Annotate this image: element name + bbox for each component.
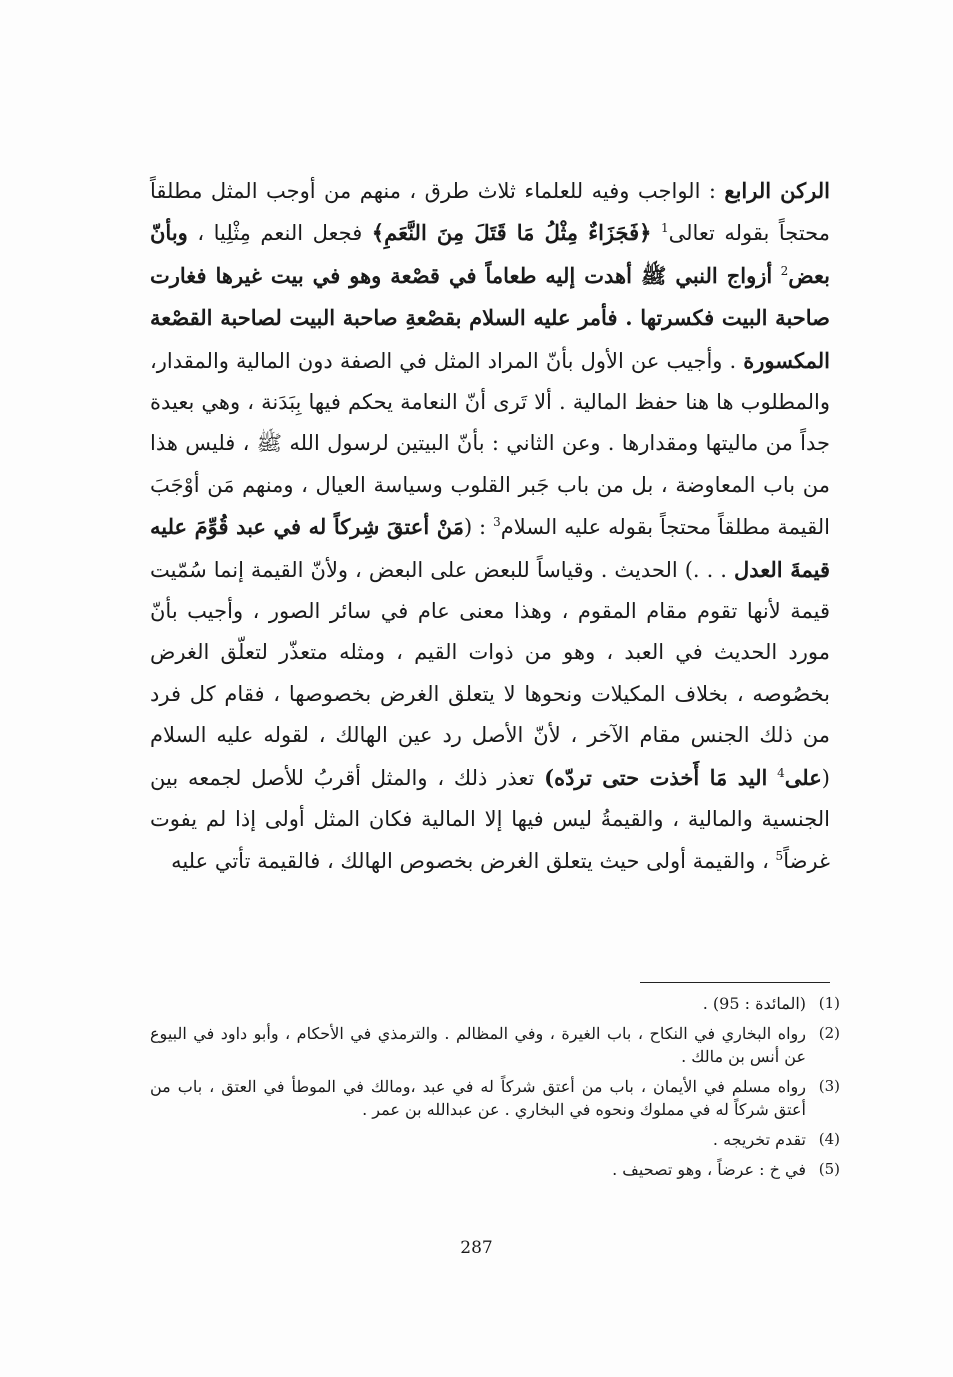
- text-segment: . وأجيب عن الأول بأنّ المراد المثل في الصفة دون المالية والمقدار، والمطلوب ها هنا حفظ المالية . ألا تَرى أنّ النعامة يحكم فيها بِبَدَنة ، وهي بعيدة جداً من ماليتها ومقدارها . وعن الثاني : بأنّ البيتين لرسول الله ﷺ ، فليس هذا من باب المعاوضة ، بل من باب جَبر القلوب وسياسة العيال ، ومنهم مَن أوْجَبَ القيمة مطلقاً محتجاً بقوله عليه السلام: [150, 348, 830, 540]
- footnote-text: تقدم تخريجه .: [712, 1130, 806, 1149]
- page-number: 287: [460, 1238, 493, 1258]
- quran-quote: ﴿فَجَزَاءٌ مِثْلُ مَا قَتَلَ مِنَ النَّعَمِ﴾: [371, 220, 652, 246]
- footnote-ref-3: 3: [493, 515, 501, 530]
- footnote-item: [150, 1022, 840, 1068]
- text-segment: ، والقيمة أولى حيث يتعلق الغرض بخصوص الهالك ، فالقيمة تأتي عليه: [171, 848, 769, 873]
- footnote-text: (المائدة : 95) .: [702, 994, 806, 1013]
- text-segment: تعذر ذلك ، والمثل أقربُ للأصل لجمعه بين الجنسية والمالية ، والقيمةُ ليس فيها إلا المالية فكان المثل أولى إذا لم يفوت غرضاً: [150, 765, 830, 873]
- text-segment: فجعل النعم مِثْلِيا ،: [197, 221, 363, 246]
- footnote-number: (3): [818, 1077, 840, 1095]
- hadith-quote-start: على: [784, 764, 822, 790]
- footnote-text: رواه البخاري في النكاح ، باب الغيرة ، وفي المظالم . والترمذي في الأحكام ، وأبو داود في البيوع عن أنس بن مالك .: [150, 1024, 806, 1066]
- footnote-item: [150, 992, 840, 1015]
- footnote-ref-1: 1: [660, 221, 669, 236]
- footnote-item: [150, 1075, 840, 1121]
- footnote-ref-5: 5: [775, 848, 784, 863]
- bold-segment: وبأنّ بعض: [150, 220, 830, 288]
- footnote-item: [150, 1128, 840, 1151]
- hadith-narration: أزواج النبي ﷺ أهدت إليه طعاماً في قصْعة وهو في بيت غيرها فغارت صاحبة البيت فكسرتها . فأمر عليه السلام بقصْعةِ صاحبة البيت لصاحبة القصْعة المكسورة: [150, 262, 830, 373]
- text-segment: . . .) الحديث . وقياساً للبعض على البعض ، ولأنّ القيمة إنما سُمّيت قيمة لأنها تقوم مقام المقوم ، وهذا معنى عام في سائر الصور ، وأجيب بأنّ مورد الحديث في العبد ، وهو من ذوات القيم ، ومثله متعذّر لتعلّق الغرض بخصُوصه ، بخلاف المكيلات ونحوها لا يتعلق الغرض بخصوصها ، فقام كل فرد من ذلك الجنس مقام الآخر ، لأنّ الأصل رد عين الهالك ، لقوله عليه السلام (: [150, 557, 830, 790]
- hadith-quote-rest: اليد مَا أَخذت حتى تردّه): [544, 764, 768, 790]
- main-paragraph: [150, 170, 830, 882]
- footnote-number: (2): [818, 1024, 840, 1042]
- footnote-item: [150, 1158, 840, 1181]
- footnote-number: (5): [818, 1160, 840, 1178]
- footnote-text: في خ : عرضاً ، وهو تصحيف .: [612, 1160, 806, 1179]
- footnote-ref-4: 4: [777, 765, 785, 780]
- footnote-ref-2: 2: [780, 263, 789, 278]
- footnote-divider: [640, 982, 830, 983]
- section-heading-inline: الركن الرابع: [724, 178, 830, 203]
- text-segment: : الواجب وفيه للعلماء ثلاث طرق ، منهم من أوجب المثل مطلقاً محتجاً بقوله تعالى: [150, 179, 830, 246]
- footnote-text: رواه مسلم في الأيمان ، باب من أعتق شركاً له في عبد ،ومالك في الموطأ في العتق ، باب من أعتق شركاً له في مملوك ونحوه في البخاري . عن عبدالله بن عمر .: [150, 1077, 806, 1119]
- footnotes-list: [150, 992, 840, 1188]
- text-segment: : (: [463, 515, 487, 540]
- footnote-number: (1): [818, 994, 840, 1012]
- hadith-quote: مَنْ أعتقَ شِركاً له في عبد قُوِّمَ عليه قيمةَ العدل: [150, 514, 830, 582]
- footnote-number: (4): [818, 1130, 840, 1148]
- main-text-block: [150, 170, 830, 882]
